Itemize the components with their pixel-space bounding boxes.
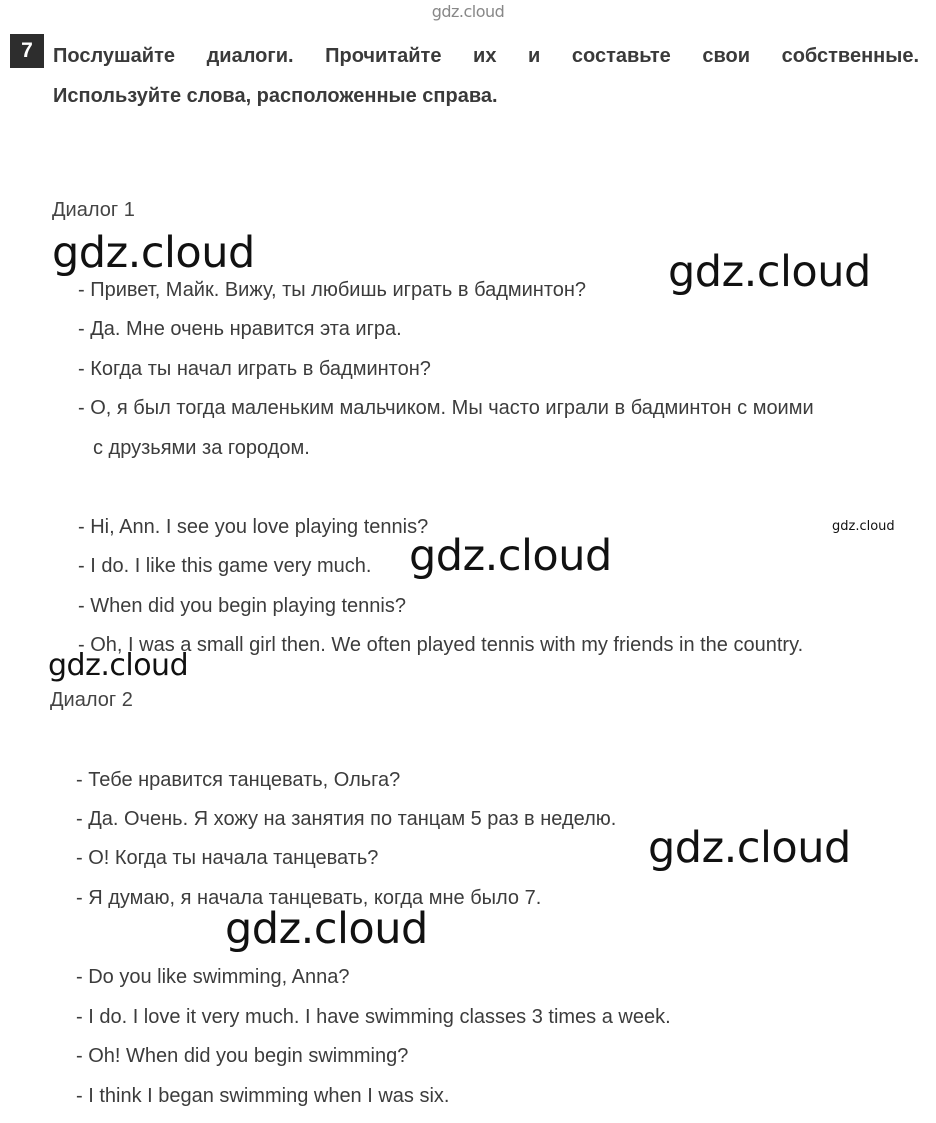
dialog-1-en-line-4: - Oh, I was a small girl then. We often played tennis with my friends in the country.	[78, 634, 804, 656]
dialog-2-en-line-1: - Do you like swimming, Anna?	[76, 966, 350, 988]
dialog-1-ru-line-5: с друзьями за городом.	[93, 437, 310, 459]
task-instruction	[53, 36, 919, 116]
dialog-2-ru-line-2: - Да. Очень. Я хожу на занятия по танцам 5 раз в неделю.	[76, 808, 617, 830]
watermark-overlay-5: gdz.cloud	[648, 823, 851, 873]
watermark-overlay-3: gdz.cloud	[409, 531, 612, 581]
dialog-1-en-line-1: - Hi, Ann. I see you love playing tennis?	[78, 516, 429, 538]
watermark-overlay-6: gdz.cloud	[225, 904, 428, 954]
dialog-2-ru-line-3: - О! Когда ты начала танцевать?	[76, 847, 379, 869]
dialog-1-ru-line-2: - Да. Мне очень нравится эта игра.	[78, 318, 402, 340]
dialog-1-ru-line-3: - Когда ты начал играть в бадминтон?	[78, 358, 431, 380]
dialog-2-en-line-4: - I think I began swimming when I was six.	[76, 1085, 450, 1107]
dialog-1-en-line-2: - I do. I like this game very much.	[78, 555, 372, 577]
dialog-1-en-line-3: - When did you begin playing tennis?	[78, 595, 406, 617]
watermark-overlay-4: gdz.cloud	[48, 648, 189, 683]
dialog-2-ru-line-4: - Я думаю, я начала танцевать, когда мне было 7.	[76, 887, 542, 909]
dialog-2-heading: Диалог 2	[50, 689, 133, 711]
watermark-top: gdz.cloud	[431, 2, 505, 21]
dialog-2-en-line-2: - I do. I love it very much. I have swimming classes 3 times a week.	[76, 1006, 671, 1028]
dialog-1-ru-line-1: - Привет, Майк. Вижу, ты любишь играть в бадминтон?	[78, 279, 587, 301]
dialog-2-ru-line-1: - Тебе нравится танцевать, Ольга?	[76, 769, 401, 791]
watermark-overlay-2: gdz.cloud	[668, 247, 871, 297]
dialog-2-en-line-3: - Oh! When did you begin swimming?	[76, 1045, 409, 1067]
watermark-small: gdz.cloud	[832, 519, 895, 534]
dialog-1-ru-line-4: - О, я был тогда маленьким мальчиком. Мы часто играли в бадминтон с моими	[78, 397, 814, 419]
task-instruction-line-1: Послушайте диалоги. Прочитайте их и составьте свои собственные.	[53, 45, 919, 67]
task-instruction-line-2: Используйте слова, расположенные справа.	[53, 85, 498, 107]
watermark-overlay-1: gdz.cloud	[52, 228, 255, 278]
dialog-1-heading: Диалог 1	[52, 199, 135, 221]
task-number-badge: 7	[10, 34, 44, 68]
